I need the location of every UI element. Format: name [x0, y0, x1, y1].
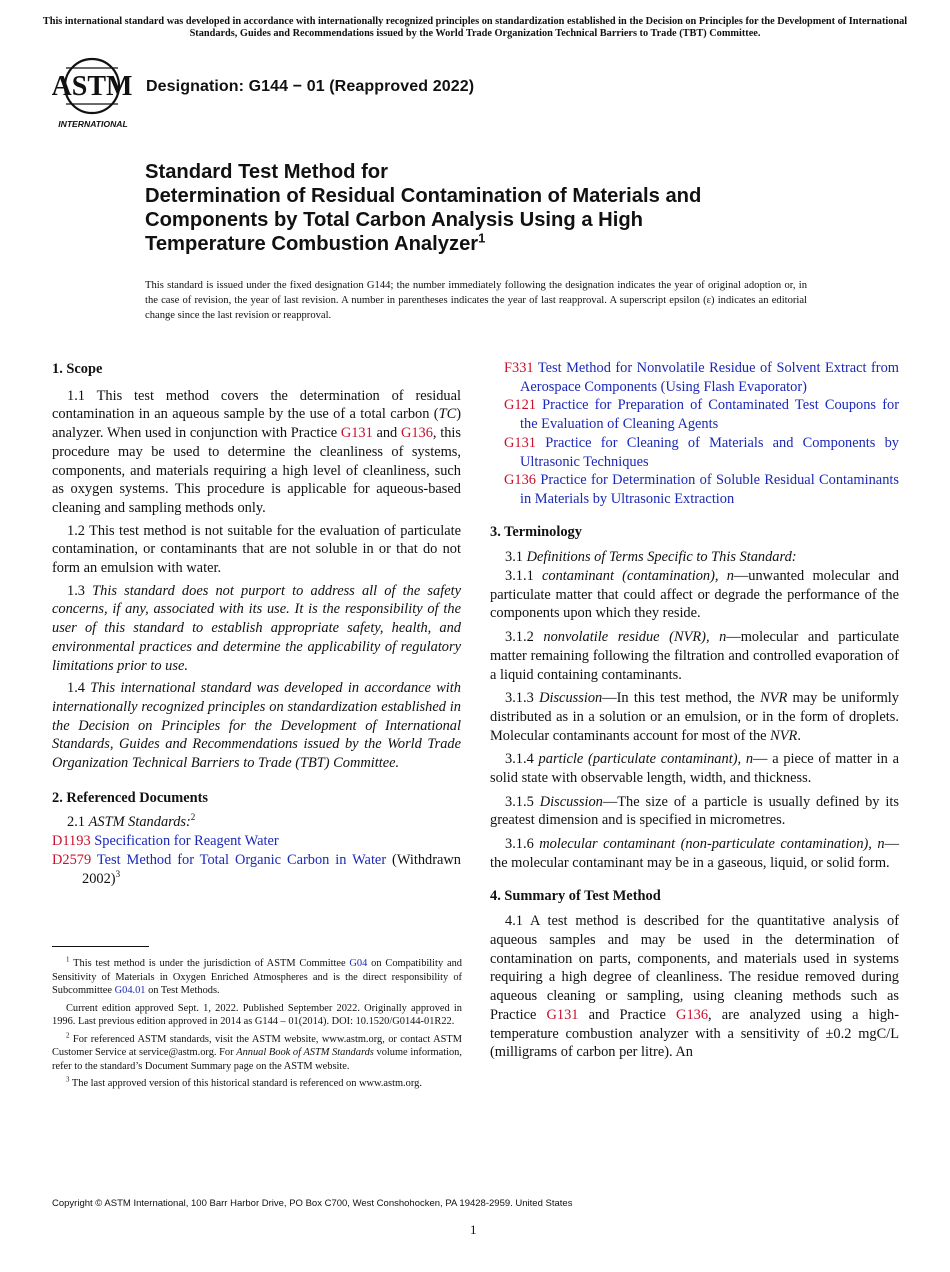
title-line-2: Determination of Residual Contamination of Materials and — [145, 185, 702, 207]
section-terminology-heading: 3. Terminology — [490, 523, 582, 540]
terminology-3-1-3: 3.1.3 Discussion—In this test method, the NVR may be uniformly distributed as in a solution or an emulsion, or in the form of droplets. Molecular contaminants account for most of the NVR. — [490, 690, 899, 744]
footnote-2: $^2$ For referenced ASTM standards, visit the ASTM website, www.astm.org, or contact ASTM Customer Service at service@astm.org. For Annual Book of ASTM Standards volume information, refer to the standard’s Document Summary page on the ASTM website. — [52, 1031, 462, 1072]
copyright-line: Copyright © ASTM International, 100 Barr Harbor Drive, PO Box C700, West Conshohocken, PA 19428-2959. United States — [52, 1198, 573, 1209]
scope-para-1-2: 1.2 This test method is not suitable for the evaluation of particulate contamination, or contaminants that are not soluble in or that do not form an emulsion with water. — [52, 522, 461, 577]
terminology-3-1-1: 3.1.1 contaminant (contamination), n—unwanted molecular and particulate matter that could affect or degrade the performance of the components upon which they reside. — [490, 568, 899, 622]
ref-g121[interactable]: G121 Practice for Preparation of Contaminated Test Coupons for the Evaluation of Cleaning Agents — [504, 397, 899, 433]
page-number: 1 — [470, 1222, 477, 1237]
section-referenced-docs-heading: 2. Referenced Documents — [52, 789, 208, 806]
astm-standards-subheading: 2.1 ASTM Standards:$^2$ — [67, 812, 196, 831]
referenced-documents-continued — [490, 359, 899, 509]
section-scope-heading: 1. Scope — [52, 361, 103, 377]
title-line-1: Standard Test Method for — [145, 161, 388, 183]
issuance-statement: This standard is issued under the fixed designation G144; the number immediately following the designation indicates the year of original adoption or, in the case of revision, the year of last revision. A number in parentheses indicates the year of last reapproval. A superscript epsilon (ε) indicates an editorial change since the last revision or reapproval. — [145, 280, 807, 321]
scope-para-1-1: 1.1 This test method covers the determination of residual contamination in an aqueous sample by the use of a total carbon (TC) analyzer. When used in conjunction with Practice G131 and G136, this procedure may be used to determine the cleanliness of systems, components, and materials requiring a high level of cleanliness, such as oxygen systems. This procedure is applicable for aqueous-based cleaning and sampling methods only. — [52, 387, 461, 516]
ref-d2579[interactable]: D2579 Test Method for Total Organic Carbon in Water (Withdrawn 2002)$^3$ — [52, 851, 461, 887]
astm-logo-icon — [52, 56, 136, 132]
summary-para-4-1: 4.1 A test method is described for the quantitative analysis of aqueous samples and may be used in the determination of contamination on parts, components, and materials used in systems requiring a high degree of cleanliness. The residue removed during aqueous cleaning or sampling, using cleaning methods such as Practice G131 and Practice G136, are analyzed using a high-temperature combustion analyzer with a sensitivity of ±0.2 mgC/L (milligrams of carbon per litre). An — [490, 913, 899, 1061]
footnotes — [52, 957, 462, 1095]
logo-letters: ASTM — [52, 71, 133, 102]
ref-g136[interactable]: G136 Practice for Determination of Soluble Residual Contaminants in Materials by Ultrasonic Extraction — [504, 472, 899, 507]
link-g04[interactable]: G04 — [349, 958, 368, 969]
document-title — [145, 160, 845, 256]
footnote-rule — [52, 946, 149, 947]
scope-para-1-4: 1.4 This international standard was developed in accordance with internationally recognized principles on standardization established in the Decision on Principles for the Development of International Standards, Guides and Recommendations issued by the World Trade Organization Technical Barriers to Trade (TBT) Committee. — [52, 680, 461, 772]
link-g04-01[interactable]: G04.01 — [114, 985, 146, 996]
footnote-edition: Current edition approved Sept. 1, 2022. Published September 2022. Originally approved in 1996. Last previous edition approved in 2014 as G144 – 01(2014). DOI: 10.1520/G0144-01R22. — [52, 1002, 462, 1027]
trade-notice: This international standard was developed in accordance with internationally recognized principles on standardization established in the Decision on Principles for the Development of International Standards, Guides and Recommendations issued by the World Trade Organization Technical Barriers to Trade (TBT) Committee. — [42, 16, 908, 39]
ref-f331[interactable]: F331 Test Method for Nonvolatile Residue of Solvent Extract from Aerospace Components (Using Flash Evaporator) — [504, 360, 899, 395]
title-line-3: Components by Total Carbon Analysis Using a High — [145, 209, 644, 231]
right-column — [490, 359, 899, 1062]
section-summary-heading: 4. Summary of Test Method — [490, 887, 661, 904]
terminology-3-1-4: 3.1.4 particle (particulate contaminant), n— a piece of matter in a solid state with observable length, width, and thickness. — [490, 751, 900, 787]
left-column — [52, 360, 461, 888]
scope-para-1-3: 1.3 This standard does not purport to address all of the safety concerns, if any, associated with its use. It is the responsibility of the user of this standard to establish appropriate safety, health, and environmental practices and determine the applicability of regulatory limitations prior to use. — [52, 582, 461, 674]
logo-subtext: INTERNATIONAL — [58, 119, 128, 129]
link-g131-summary[interactable]: G131 — [546, 1006, 579, 1023]
terminology-3-1-6: 3.1.6 molecular contaminant (non-particulate contamination), n—the molecular contaminant may be in a gaseous, liquid, or solid form. — [490, 836, 899, 871]
terminology-3-1-2: 3.1.2 nonvolatile residue (NVR), n—molecular and particulate matter remaining following the filtration and controlled evaporation of a liquid containing contaminants. — [490, 629, 899, 683]
title-footnote-mark: 1 — [478, 230, 486, 246]
footnote-3: $^3$ The last approved version of this historical standard is referenced on www.astm.org. — [66, 1075, 422, 1089]
designation: Designation: G144 − 01 (Reapproved 2022) — [146, 78, 475, 95]
link-g136-summary[interactable]: G136 — [676, 1006, 709, 1023]
astm-logo — [52, 56, 136, 132]
title-line-4: Temperature Combustion Analyzer — [145, 233, 479, 255]
footnote-1: $^1$ This test method is under the jurisdiction of ASTM Committee G04 on Compatibility and Sensitivity of Materials in Oxygen Enriched Atmospheres and is the direct responsibility of Subcommittee G04.01 on Test Methods. — [52, 955, 462, 996]
link-g131[interactable]: G131 — [340, 425, 373, 442]
link-g136[interactable]: G136 — [400, 425, 433, 442]
terminology-3-1-5: 3.1.5 Discussion—The size of a particle is usually defined by its greatest dimension and is specified in micrometres. — [490, 793, 899, 829]
terminology-3-1: 3.1 Definitions of Terms Specific to This Standard: — [505, 549, 797, 566]
ref-d1193[interactable]: D1193 Specification for Reagent Water — [52, 833, 279, 850]
ref-g131[interactable]: G131 Practice for Cleaning of Materials and Components by Ultrasonic Techniques — [504, 434, 899, 470]
